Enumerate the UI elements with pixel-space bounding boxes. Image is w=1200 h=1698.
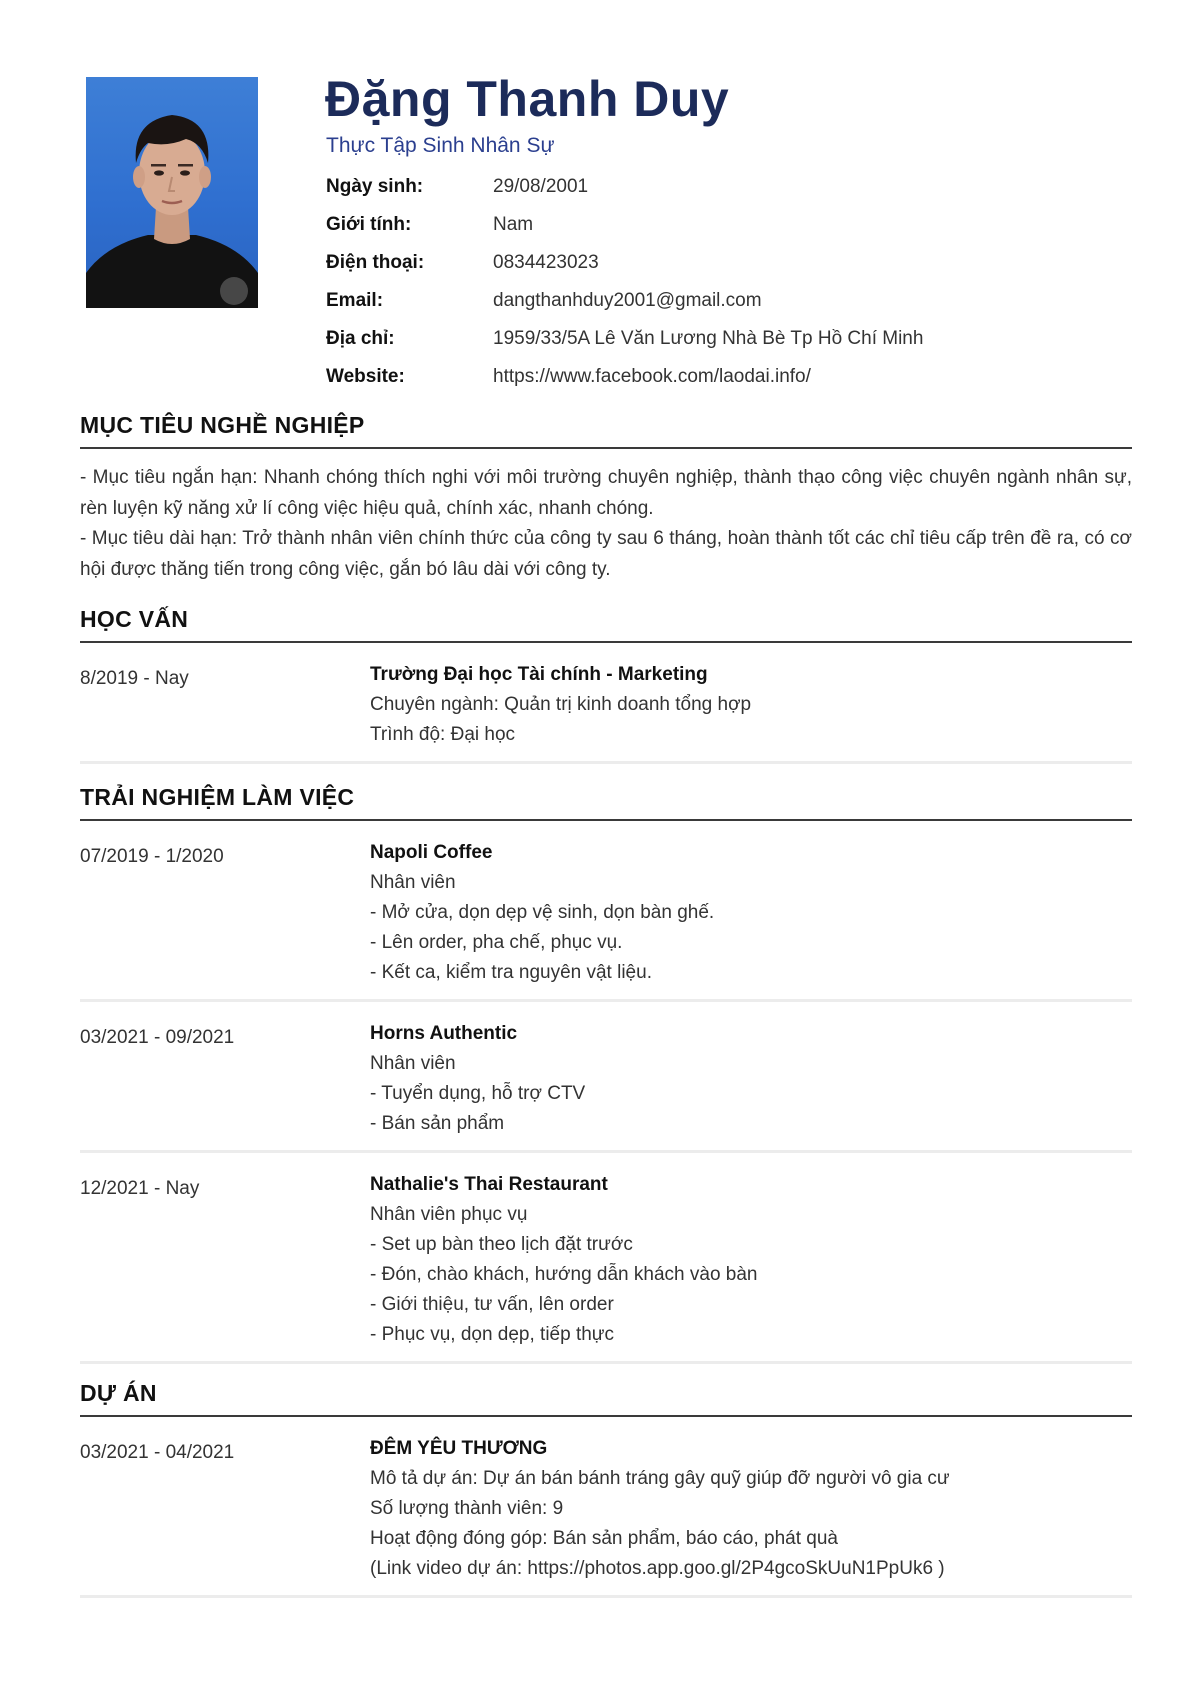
entry-line: - Phục vụ, dọn dẹp, tiếp thực [370, 1324, 615, 1345]
entry-line: Số lượng thành viên: 9 [370, 1498, 564, 1519]
projects-section [80, 1380, 1132, 1598]
personal-info [326, 168, 1146, 396]
info-label: Giới tính: [326, 214, 412, 235]
experience-entry [80, 821, 1132, 1002]
entry-body [370, 838, 1132, 988]
entry-line: Nhân viên [370, 1053, 456, 1074]
info-value: dangthanhduy2001@gmail.com [493, 290, 762, 311]
info-row-birthdate [326, 168, 1146, 206]
experience-entry [80, 1153, 1132, 1364]
section-title: MỤC TIÊU NGHỀ NGHIỆP [80, 412, 1132, 449]
candidate-name: Đặng Thanh Duy [325, 71, 730, 127]
objective-long-term: - Mục tiêu dài hạn: Trở thành nhân viên chính thức của công ty sau 6 tháng, hoàn thành tốt các chỉ tiêu cấp trên đề ra, có cơ hội được thăng tiến trong công việc, gắn bó lâu dài với công ty. [80, 528, 1132, 580]
entry-line: - Giới thiệu, tư vấn, lên order [370, 1294, 614, 1315]
entry-line: - Lên order, pha chế, phục vụ. [370, 932, 623, 953]
entry-line: - Bán sản phẩm [370, 1113, 505, 1134]
info-row-email [326, 282, 1146, 320]
entry-line: Nhân viên phục vụ [370, 1204, 528, 1225]
entry-line: Hoạt động đóng góp: Bán sản phẩm, báo cáo, phát quà [370, 1528, 838, 1549]
company-name: Horns Authentic [370, 1023, 518, 1044]
entry-line: - Set up bàn theo lịch đặt trước [370, 1234, 633, 1255]
info-label: Email: [326, 290, 384, 311]
entry-body [370, 1170, 1132, 1350]
section-title: DỰ ÁN [80, 1380, 1132, 1417]
experience-section [80, 784, 1132, 1364]
info-row-website [326, 358, 1146, 396]
entry-body [370, 1019, 1132, 1139]
entry-date: 12/2021 - Nay [80, 1178, 200, 1199]
company-name: Nathalie's Thai Restaurant [370, 1174, 608, 1195]
entry-date: 07/2019 - 1/2020 [80, 846, 224, 867]
info-value: 29/08/2001 [493, 176, 589, 197]
entry-date: 8/2019 - Nay [80, 668, 189, 689]
info-row-phone [326, 244, 1146, 282]
project-entry [80, 1417, 1132, 1598]
info-label: Điện thoại: [326, 252, 425, 273]
entry-body [370, 660, 1132, 750]
entry-line: - Đón, chào khách, hướng dẫn khách vào bàn [370, 1264, 758, 1285]
info-row-address [326, 320, 1146, 358]
objective-section [80, 412, 1132, 585]
entry-date: 03/2021 - 04/2021 [80, 1442, 235, 1463]
entry-line: - Tuyển dụng, hỗ trợ CTV [370, 1083, 586, 1104]
info-value: https://www.facebook.com/laodai.info/ [493, 366, 811, 387]
info-row-gender [326, 206, 1146, 244]
entry-line: Chuyên ngành: Quản trị kinh doanh tổng hợp [370, 694, 752, 715]
entry-line: Trình độ: Đại học [370, 724, 516, 745]
info-value: 1959/33/5A Lê Văn Lương Nhà Bè Tp Hồ Chí Minh [493, 328, 924, 349]
education-section [80, 606, 1132, 764]
project-name: ĐÊM YÊU THƯƠNG [370, 1438, 548, 1459]
info-label: Địa chỉ: [326, 328, 395, 349]
objective-short-term: - Mục tiêu ngắn hạn: Nhanh chóng thích nghi với môi trường chuyên nghiệp, thành thạo công việc chuyên ngành nhân sự, rèn luyện kỹ năng xử lí công việc hiệu quả, chính xác, nhanh chóng. [80, 467, 1132, 519]
info-label: Website: [326, 366, 405, 387]
entry-line: Nhân viên [370, 872, 456, 893]
school-name: Trường Đại học Tài chính - Marketing [370, 664, 708, 685]
entry-body [370, 1434, 1132, 1584]
entry-line: (Link video dự án: https://photos.app.goo.gl/2P4gcoSkUuN1PpUk6 ) [370, 1558, 945, 1579]
entry-line: - Mở cửa, dọn dẹp vệ sinh, dọn bàn ghế. [370, 902, 715, 923]
entry-line: Mô tả dự án: Dự án bán bánh tráng gây quỹ giúp đỡ người vô gia cư [370, 1468, 950, 1489]
info-value: Nam [493, 214, 534, 235]
education-entry [80, 643, 1132, 764]
portrait-illustration [86, 77, 258, 308]
objective-text [80, 463, 1132, 585]
entry-line: - Kết ca, kiểm tra nguyên vật liệu. [370, 962, 652, 983]
info-value: 0834423023 [493, 252, 599, 273]
section-title: TRẢI NGHIỆM LÀM VIỆC [80, 784, 1132, 821]
info-label: Ngày sinh: [326, 176, 424, 197]
experience-entry [80, 1002, 1132, 1153]
entry-date: 03/2021 - 09/2021 [80, 1027, 235, 1048]
job-title: Thực Tập Sinh Nhân Sự [326, 134, 555, 157]
profile-photo [86, 77, 258, 308]
company-name: Napoli Coffee [370, 842, 493, 863]
section-title: HỌC VẤN [80, 606, 1132, 643]
